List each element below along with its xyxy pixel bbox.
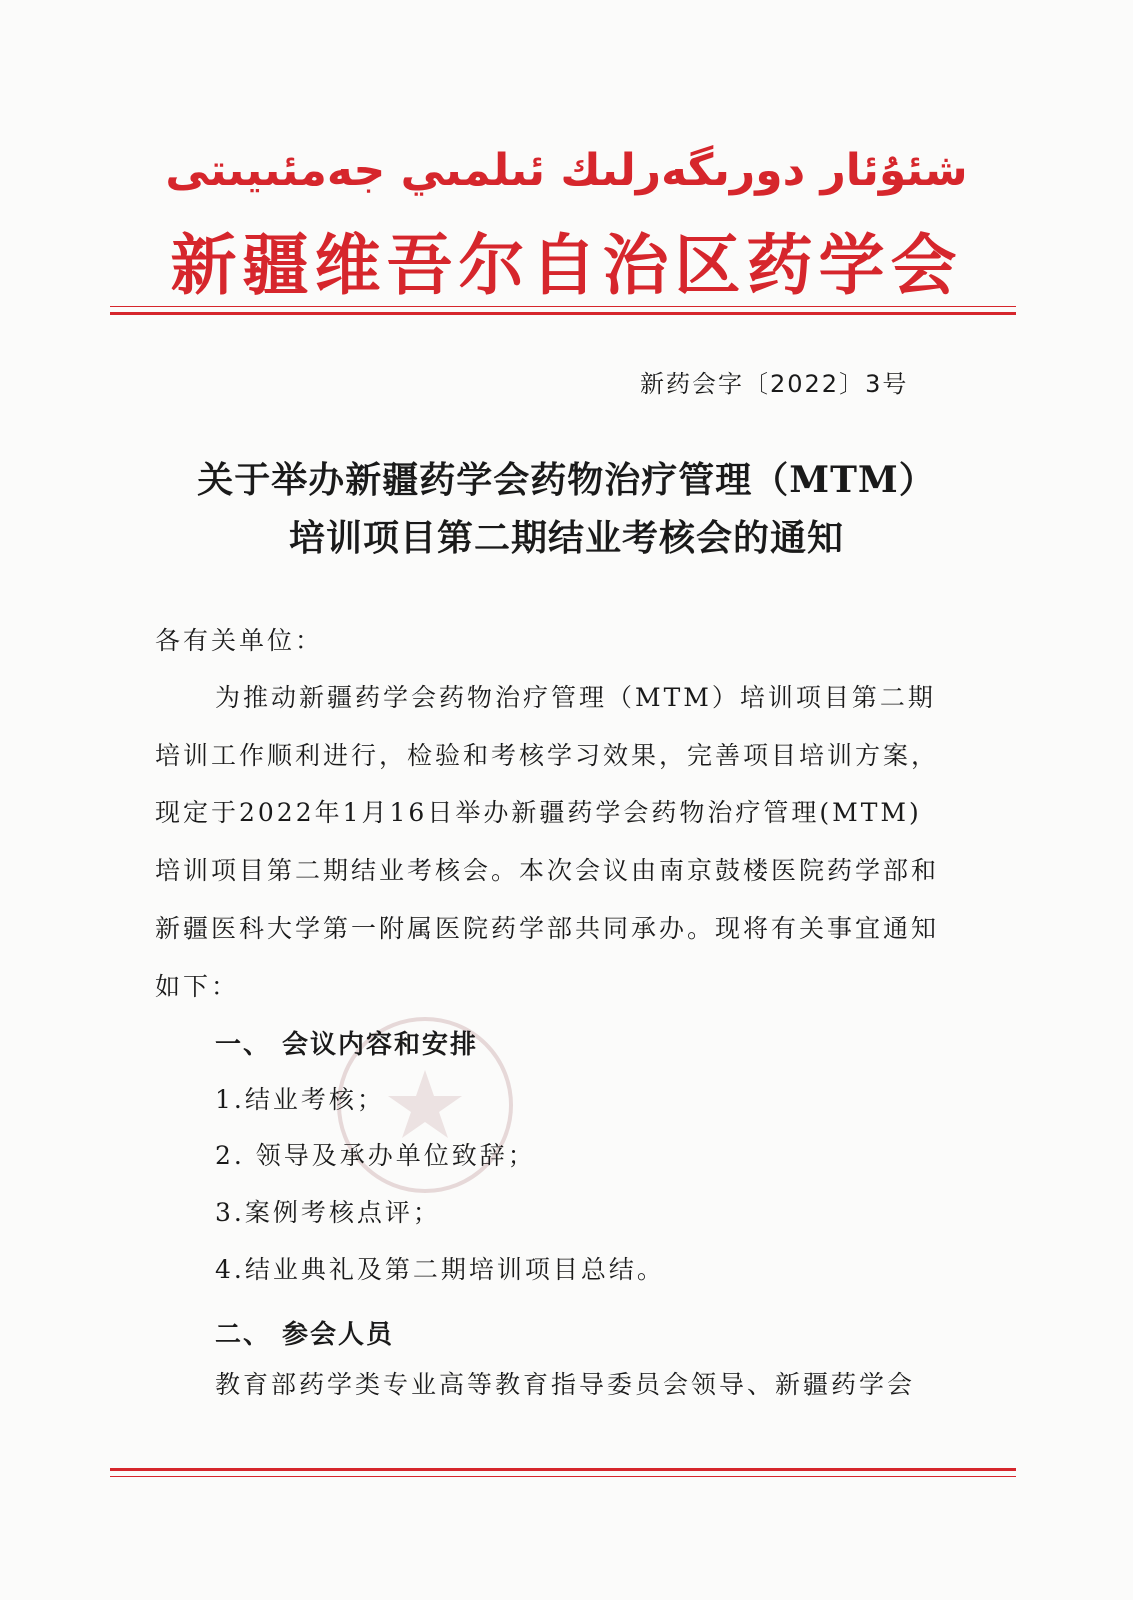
body-line-1: 为推动新疆药学会药物治疗管理（MTM）培训项目第二期	[215, 683, 936, 712]
footer-rule-bottom	[110, 1476, 1016, 1477]
section-2-text: 教育部药学类专业高等教育指导委员会领导、新疆药学会	[215, 1370, 916, 1399]
section-2-heading: 二、 参会人员	[215, 1320, 395, 1350]
salutation: 各有关单位：	[155, 626, 324, 655]
header-rule-bottom	[110, 312, 1016, 315]
body-line-6: 如下：	[155, 972, 240, 1001]
header-rule-top	[110, 306, 1016, 307]
body-line-2: 培训工作顺利进行，检验和考核学习效果，完善项目培训方案，	[155, 741, 940, 770]
section-1-item-4: 4.结业典礼及第二期培训项目总结。	[215, 1255, 665, 1284]
body-line-4: 培训项目第二期结业考核会。本次会议由南京鼓楼医院药学部和	[155, 856, 940, 885]
section-1-item-3: 3.案例考核点评；	[215, 1198, 441, 1227]
notice-title-line-2: 培训项目第二期结业考核会的通知	[288, 517, 844, 559]
section-1-heading: 一、 会议内容和安排	[215, 1030, 479, 1060]
footer-rule-top	[110, 1468, 1016, 1471]
letterhead-uyghur-name: شئۇئار دورىگەرلىك ئىلمىي جەمئىيىتى	[165, 145, 968, 196]
document-number: 新药会字〔2022〕3号	[640, 370, 909, 398]
body-line-5: 新疆医科大学第一附属医院药学部共同承办。现将有关事宜通知	[155, 914, 940, 943]
notice-title-line-1: 关于举办新疆药学会药物治疗管理（MTM）	[197, 459, 936, 501]
letterhead-chinese-name: 新疆维吾尔自治区药学会	[170, 226, 963, 304]
section-1-item-2: 2. 领导及承办单位致辞；	[215, 1141, 536, 1170]
body-line-3: 现定于2022年1月16日举办新疆药学会药物治疗管理(MTM)	[155, 798, 922, 827]
section-1-item-1: 1.结业考核；	[215, 1085, 385, 1114]
